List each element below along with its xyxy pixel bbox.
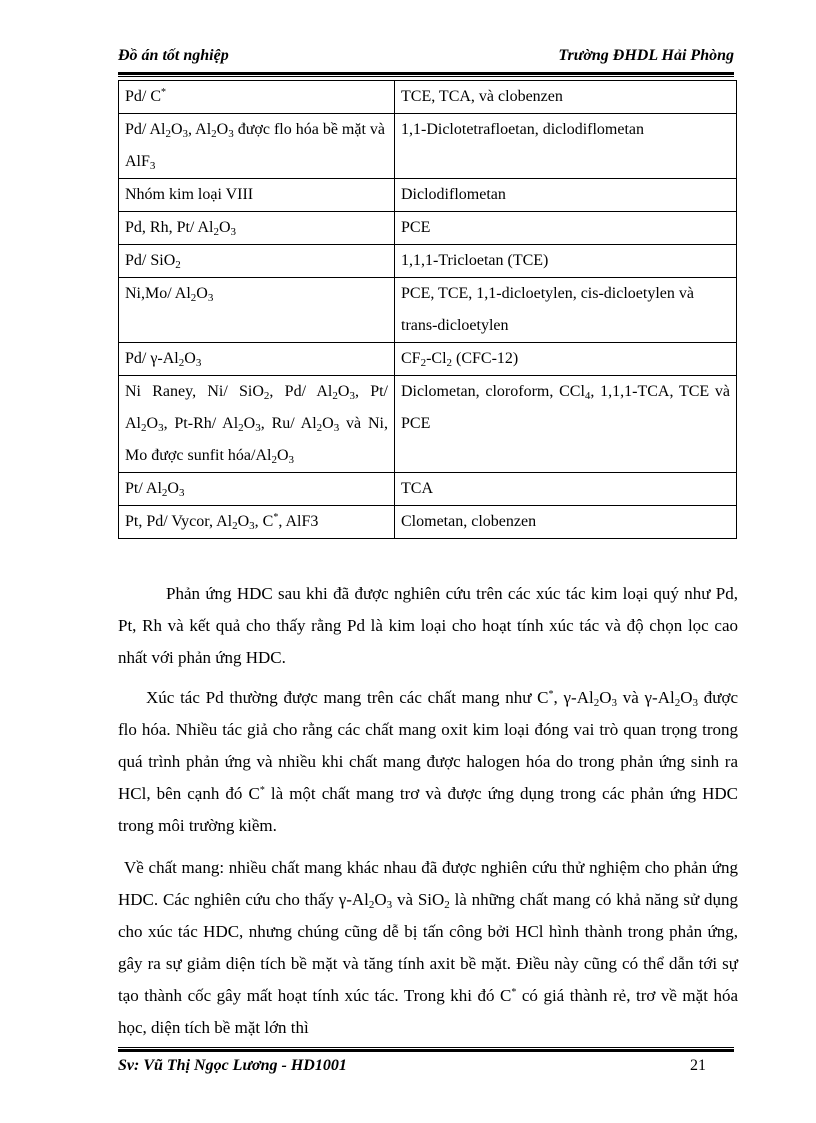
subscript: 2 (190, 292, 197, 304)
table-row (119, 179, 737, 212)
table-row (119, 343, 737, 376)
reactant-cell: TCA (395, 473, 737, 506)
reactant-cell: PCE (395, 212, 737, 245)
subscript: 2 (332, 390, 338, 402)
catalyst-table (118, 80, 737, 539)
table-row (119, 278, 737, 343)
subscript: 2 (211, 128, 217, 140)
superscript: * (259, 785, 265, 796)
reactant-cell: TCE, TCA, và clobenzen (395, 81, 737, 114)
catalyst-cell: Pt/ $Al_2O_3$ (119, 473, 395, 506)
page-header (118, 47, 734, 69)
subscript: 3 (249, 520, 255, 532)
reactant-cell: 1,1,1-Tricloetan (TCE) (395, 245, 737, 278)
table-row (119, 376, 737, 473)
table-row (119, 245, 737, 278)
subscript: 3 (349, 390, 355, 402)
subscript: 3 (158, 422, 164, 434)
table-row (119, 506, 737, 539)
catalyst-cell: Nhóm kim loại VIII (119, 179, 395, 212)
catalyst-cell: Ni,Mo/ $Al_2O_3$ (119, 278, 395, 343)
subscript: 3 (611, 697, 617, 709)
superscript: * (161, 87, 167, 98)
footer-rule (118, 1047, 734, 1052)
subscript: 2 (444, 899, 450, 911)
reactant-cell: Diclometan, cloroform, CCl$_4$, 1,1,1-TCA, TCE và PCE (395, 376, 737, 473)
header-thesis-title: Đồ án tốt nghiệp (118, 47, 229, 64)
subscript: 3 (288, 454, 295, 466)
subscript: 3 (195, 357, 202, 369)
superscript: * (511, 987, 517, 998)
subscript: 3 (692, 697, 698, 709)
header-rule (118, 72, 734, 77)
paragraph-1: Phản ứng HDC sau khi đã được nghiên cứu trên các xúc tác kim loại quý như Pd, Pt, Rh và kết quả cho thấy rằng Pd là kim loại cho hoạt tính xúc tác và độ chọn lọc cao nhất với phản ứng HDC. (118, 584, 738, 667)
reactant-cell: Diclodiflometan (395, 179, 737, 212)
subscript: 3 (228, 128, 234, 140)
subscript: 2 (271, 454, 277, 466)
subscript: 3 (207, 292, 214, 304)
subscript: 2 (368, 899, 375, 911)
catalyst-cell: Pd/ $\gamma-Al_2O_3$ (119, 343, 395, 376)
subscript: 3 (333, 422, 340, 434)
header-university: Trường ĐHDL Hải Phòng (558, 47, 734, 64)
subscript: 4 (584, 390, 591, 402)
paragraph-2: Xúc tác Pd thường được mang trên các chất mang như C*, $\gamma-Al_2O_3$ và $\gamma-Al_2O_3$ được flo hóa. Nhiều tác giả cho rằng các chất mang oxit kim loại đóng vai trò quan trọng trong quá trình phản ứng và nhiều khi chất mang được halogen hóa do trong phản ứng sinh ra HCl, bên cạnh đó C* là một chất mang trơ và được ứng dụng trong các phản ứng HDC trong môi trường kiềm. (118, 688, 739, 835)
subscript: 3 (182, 128, 189, 140)
catalyst-cell: Ni Raney, Ni/ SiO$_2$, Pd/ $Al_2O_3$, Pt/ $Al_2O_3$, Pt-Rh/ $Al_2O_3$, Ru/ $Al_2O_3$ và Ni, Mo được sunfit hóa/$Al_2O_3$ (119, 376, 395, 473)
subscript: 2 (213, 226, 219, 238)
subscript: 3 (230, 226, 237, 238)
page-footer (118, 1057, 734, 1079)
reactant-cell: $CF_2-Cl_2$ (CFC-12) (395, 343, 737, 376)
superscript: * (548, 689, 554, 700)
catalyst-cell: Pd/ $Al_2O_3$, $Al_2O_3$ được flo hóa bề mặt và AlF$_3$ (119, 114, 395, 179)
subscript: 2 (674, 697, 681, 709)
subscript: 2 (238, 422, 244, 434)
catalyst-cell: Pd/ C* (119, 81, 395, 114)
catalyst-cell: Pd, Rh, Pt/ $Al_2O_3$ (119, 212, 395, 245)
table-row (119, 114, 737, 179)
subscript: 2 (593, 697, 600, 709)
reactant-cell: PCE, TCE, 1,1-dicloetylen, cis-dicloetylen và trans-dicloetylen (395, 278, 737, 343)
subscript: 3 (255, 422, 261, 434)
reactant-cell: Clometan, clobenzen (395, 506, 737, 539)
subscript: 2 (420, 357, 427, 369)
table-row (119, 81, 737, 114)
catalyst-cell: Pt, Pd/ Vycor, $Al_2O_3$, C*, AlF3 (119, 506, 395, 539)
subscript: 3 (178, 487, 185, 499)
reactant-cell: 1,1-Diclotetrafloetan, diclodiflometan (395, 114, 737, 179)
page-number: 21 (690, 1057, 706, 1074)
subscript: 2 (178, 357, 185, 369)
subscript: 2 (175, 259, 181, 271)
subscript: 2 (232, 520, 238, 532)
subscript: 2 (263, 390, 270, 402)
paragraph-3: Về chất mang: nhiều chất mang khác nhau đã được nghiên cứu thử nghiệm cho phản ứng HDC. Các nghiên cứu cho thấy $\gamma-Al_2O_3$ và SiO$_2$ là những chất mang có khả năng sử dụng cho xúc tác HDC, nhưng chúng cũng dễ bị tấn công bởi HCl hình thành trong phản ứng, gây ra sự giảm diện tích bề mặt và tăng tính axit bề mặt. Điều này cũng có thể dẫn tới sự tạo thành cốc gây mất hoạt tính xúc tác. Trong khi đó C* có giá thành rẻ, trơ về mặt hóa học, diện tích bề mặt lớn thì (118, 858, 739, 1037)
table-row (119, 212, 737, 245)
table-row (119, 473, 737, 506)
catalyst-cell: Pd/ SiO$_2$ (119, 245, 395, 278)
subscript: 2 (446, 357, 453, 369)
footer-author: Sv: Vũ Thị Ngọc Lương - HD1001 (118, 1057, 347, 1074)
subscript: 2 (161, 487, 168, 499)
subscript: 2 (316, 422, 323, 434)
subscript: 2 (165, 128, 171, 140)
subscript: 3 (386, 899, 393, 911)
superscript: * (273, 512, 279, 523)
subscript: 3 (149, 160, 156, 172)
subscript: 2 (141, 422, 147, 434)
